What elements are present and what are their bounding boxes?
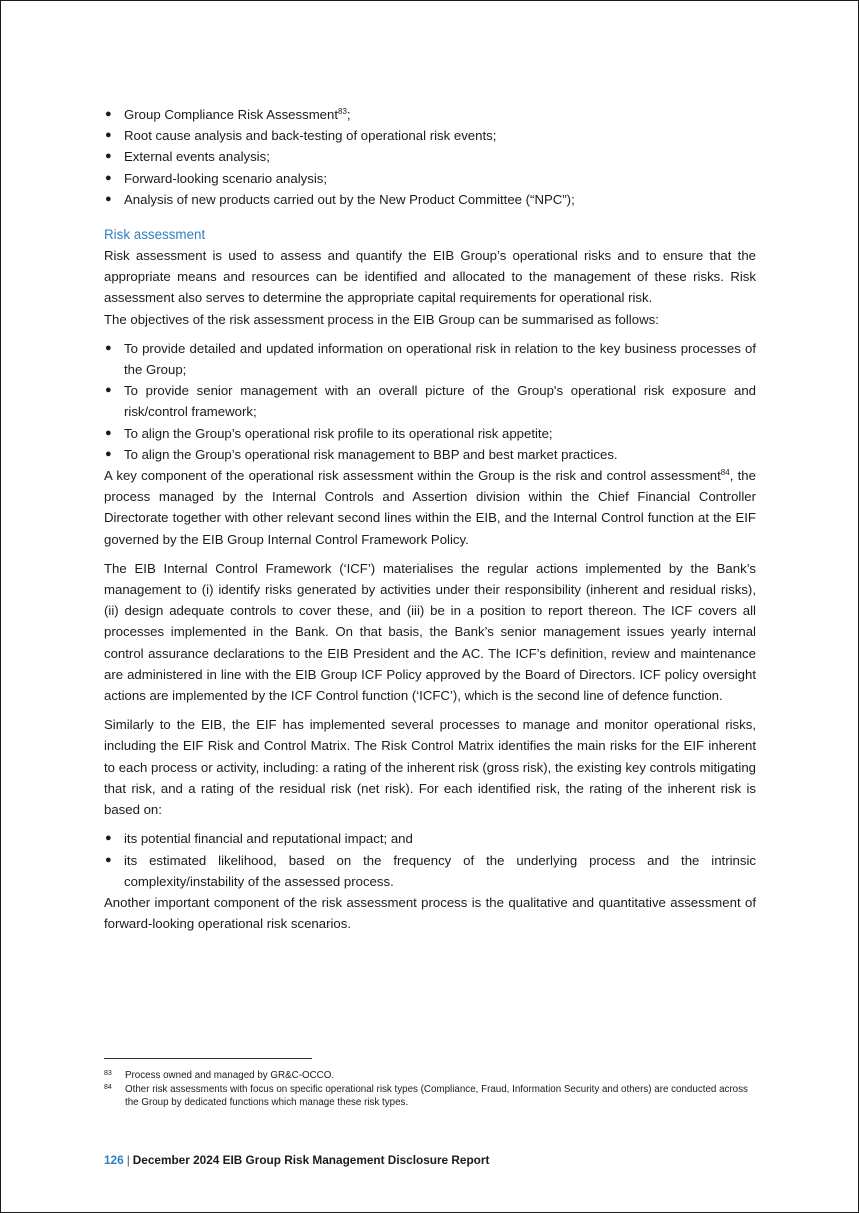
main-content [104,104,756,934]
list-item: ● External events analysis; [104,146,756,167]
bullet-icon: ● [105,832,112,845]
bullet-icon: ● [105,192,112,205]
footnote-84 [104,1083,756,1110]
footnotes [104,1069,756,1110]
basis-bullet-list [104,828,756,892]
bullet-icon: ● [105,853,112,866]
bullet-icon: ● [105,426,112,439]
list-item: ● Group Compliance Risk Assessment$^{83}$; [104,104,756,125]
list-item: ● Forward-looking scenario analysis; [104,168,756,189]
footnote-divider [104,1058,312,1059]
list-item: ● To provide senior management with an overall picture of the Group's operational risk exposure and risk/control framework; [104,380,756,422]
list-item: ● To align the Group’s operational risk profile to its operational risk appetite; [104,423,756,444]
objectives-intro: The objectives of the risk assessment process in the EIB Group can be summarised as follows: [104,311,659,327]
objectives-bullet-list [104,338,756,465]
key-component-paragraph: A key component of the operational risk assessment within the Group is the risk and control assessment$^{84}$, the process managed by the Internal Controls and Assertion division within the Chief Financial Controller Directorate together with other relevant second lines within the EIB, and the Internal Control function at the EIF governed by the EIB Group Internal Control Framework Policy. [104,468,756,547]
list-item: ● its estimated likelihood, based on the frequency of the underlying process and the intrinsic complexity/instability of the assessed process. [104,850,756,892]
eif-paragraph: Similarly to the EIB, the EIF has implemented several processes to manage and monitor operational risks, including the EIF Risk and Control Matrix. The Risk Control Matrix identifies the main risks for the EIF inherent to each process or activity, including: a rating of the inherent risk (gross risk), the existing key controls mitigating that risk, and a rating of the residual risk (net risk). For each identified risk, the rating of the inherent risk is based on: [104,717,756,818]
list-item: ● To provide detailed and updated information on operational risk in relation to the key business processes of the Group; [104,338,756,380]
footnote-83 [104,1069,756,1083]
bullet-icon: ● [105,108,112,120]
bullet-icon: ● [105,447,112,460]
footnote-number: 84 [104,1083,112,1091]
footnote-ref[interactable]: 83 [338,107,347,116]
report-title: December 2024 EIB Group Risk Management Disclosure Report [132,1153,490,1167]
bullet-icon: ● [105,150,112,163]
closing-paragraph: Another important component of the risk assessment process is the qualitative and quantitative assessment of forward-looking operational risk scenarios. [104,894,756,932]
intro-paragraph: Risk assessment is used to assess and quantify the EIB Group’s operational risks and to ensure that the appropriate means and resources can be identified and allocated to the management of these risks. Risk assessment also serves to determine the appropriate capital requirements for operational risk. [104,248,756,306]
list-item: ● Analysis of new products carried out by the New Product Committee (“NPC”); [104,189,756,210]
methods-bullet-list [104,104,756,210]
footnote-text: Process owned and managed by GR&C-OCCO. [125,1070,335,1081]
page-footer [104,1153,489,1167]
footnote-text: Other risk assessments with focus on specific operational risk types (Compliance, Fraud, Information Security and others) are conducted across the Group by dedicated functions which manage these risk types. [125,1083,748,1109]
bullet-icon: ● [105,341,112,354]
list-item: ● Root cause analysis and back-testing of operational risk events; [104,125,756,146]
footnote-ref[interactable]: 84 [720,468,730,478]
bullet-icon: ● [105,129,112,142]
footnote-number: 83 [104,1070,112,1077]
bullet-icon: ● [105,171,112,184]
icf-paragraph: The EIB Internal Control Framework (‘ICF’) materialises the regular actions implemented by the Bank’s management to (i) identify risks generated by activities under their responsibility (inherent and residual risks), (ii) design adequate controls to cover these, and (iii) be in a position to report thereon. The ICF covers all processes implemented in the Bank. On that basis, the Bank’s senior management issues yearly internal control assurance declarations to the EIB President and the AC. The ICF’s definition, review and maintenance are administered in line with the EIB Group ICF Policy approved by the Board of Directors. ICF policy oversight actions are implemented by the ICF Control function (‘ICFC’), which is the second line of defence function. [104,560,756,704]
list-item: ● To align the Group’s operational risk management to BBP and best market practices. [104,444,756,465]
list-item: ● its potential financial and reputational impact; and [104,828,756,849]
page-number: 126 [104,1153,124,1167]
bullet-icon: ● [105,384,112,397]
footer-separator: | [126,1153,130,1167]
section-heading: Risk assessment [104,227,206,243]
